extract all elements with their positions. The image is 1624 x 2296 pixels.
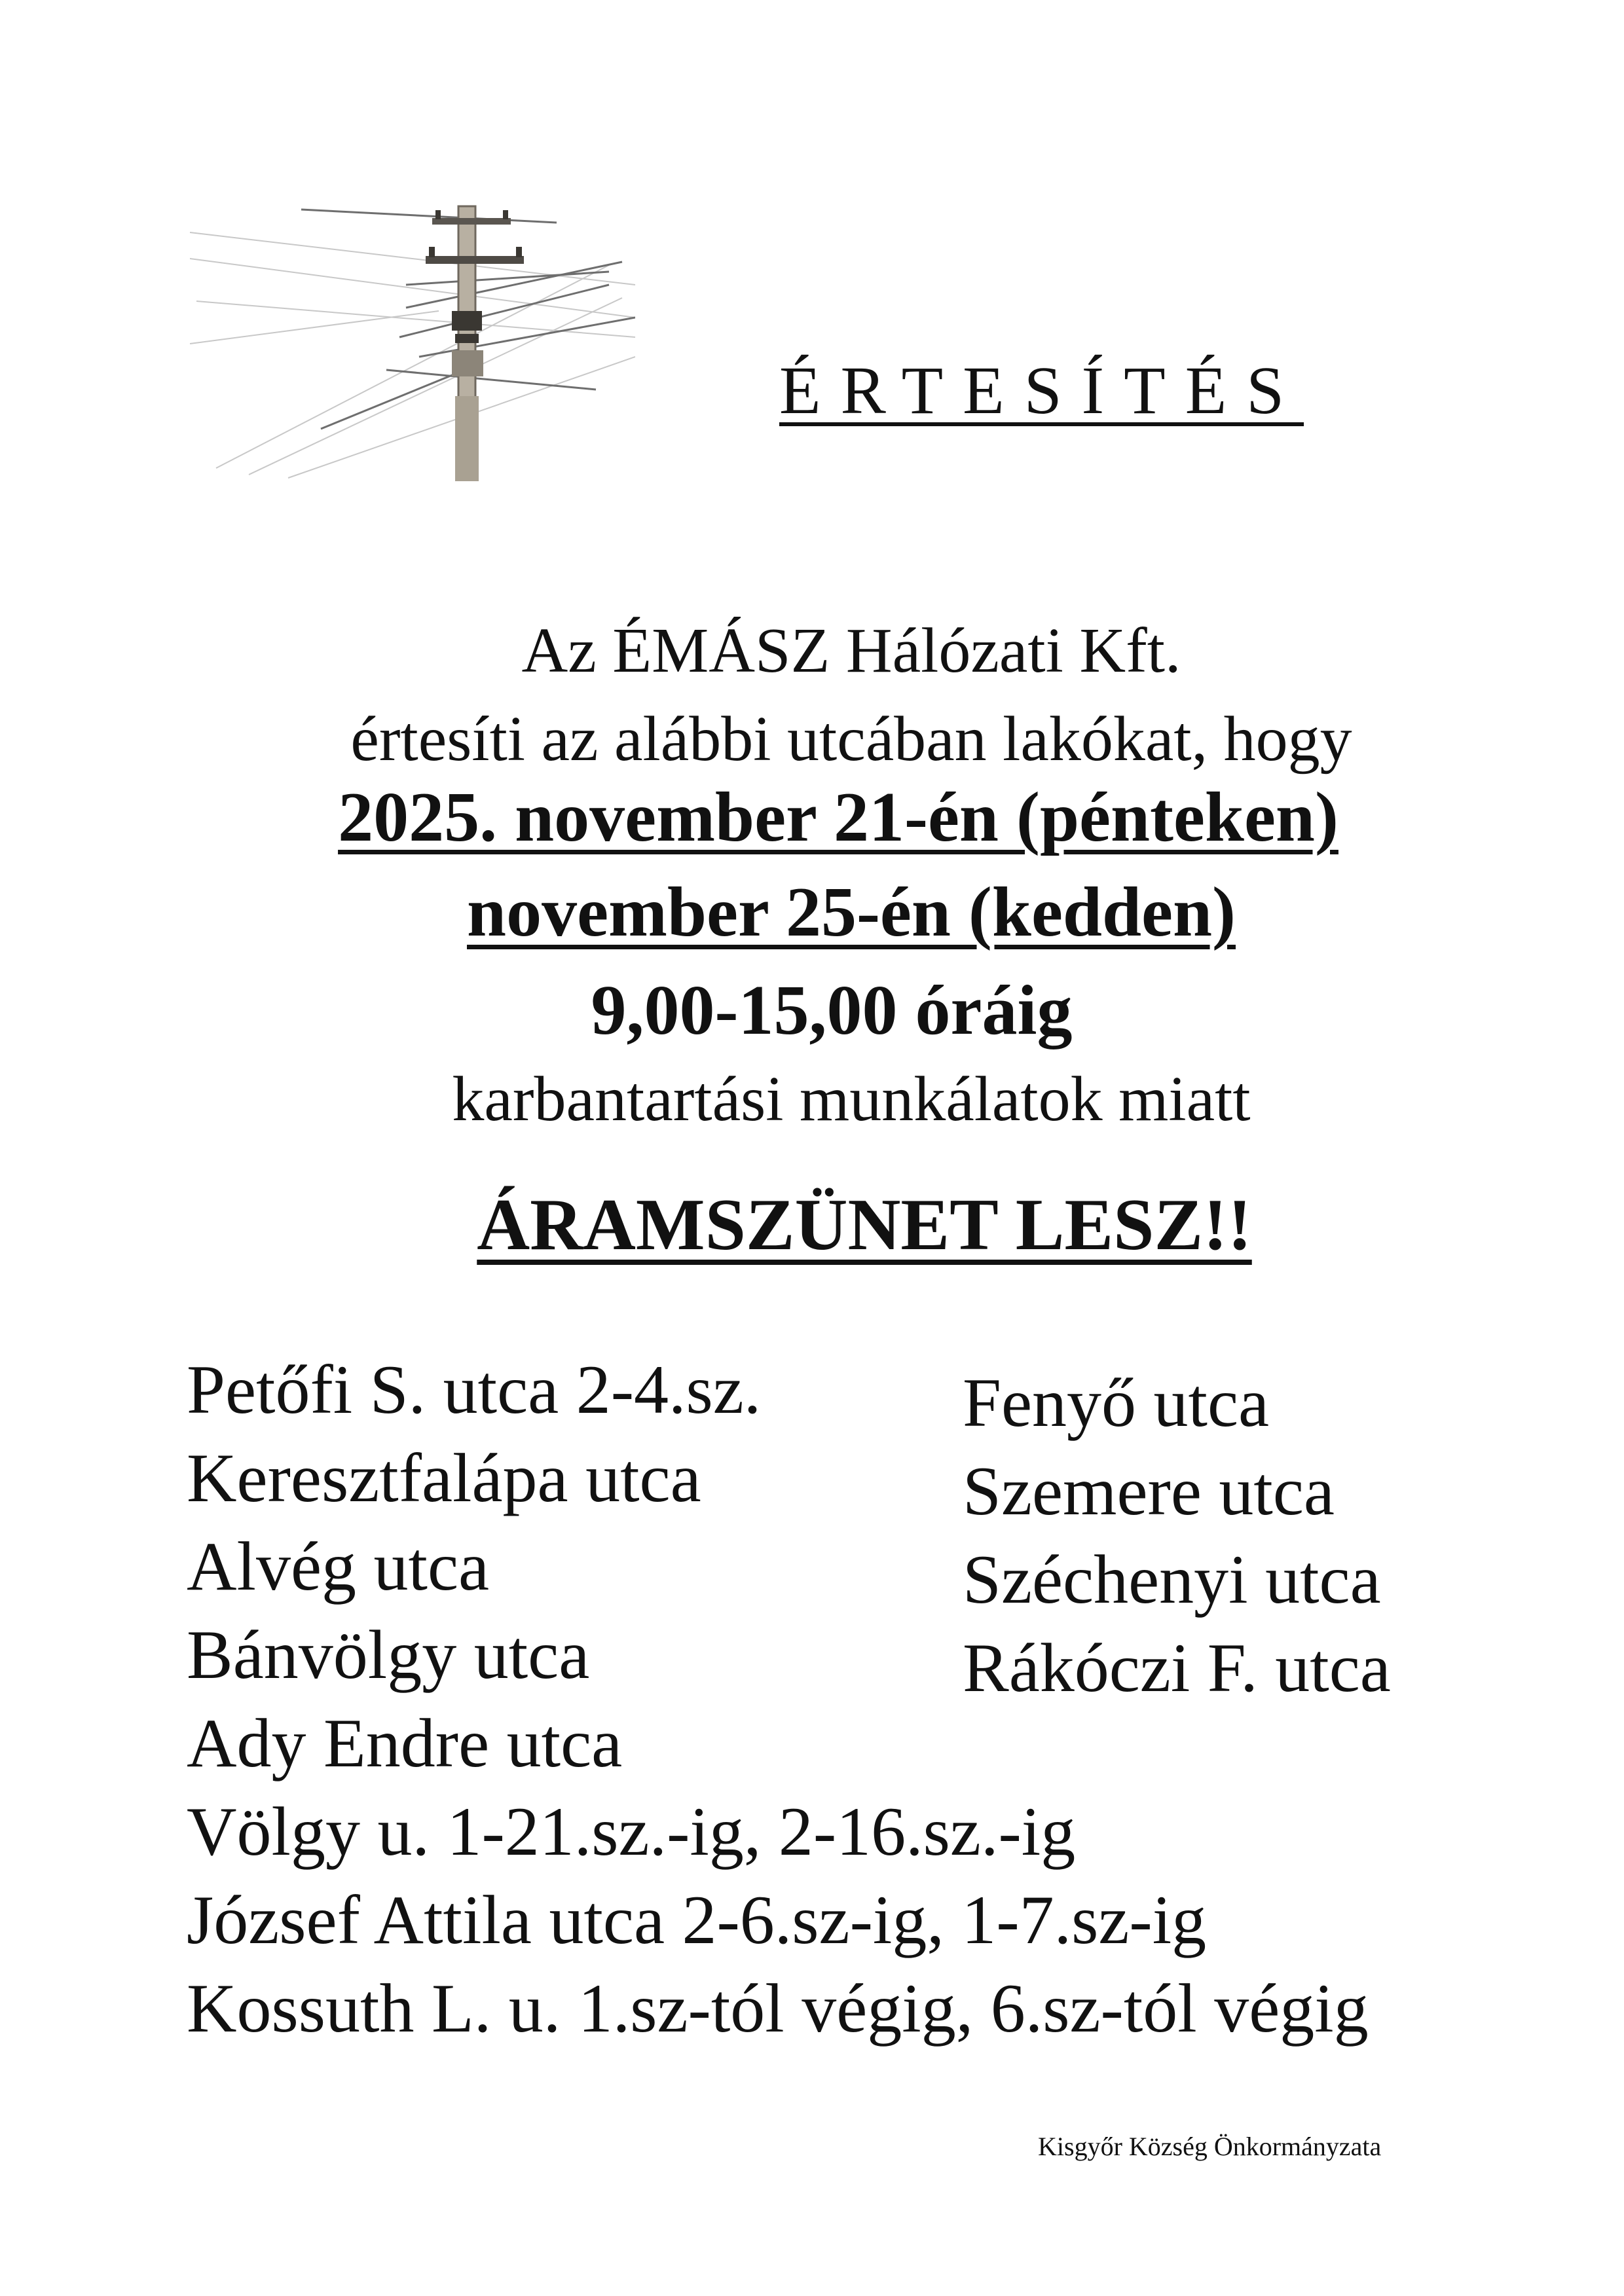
street-item: Széchenyi utca <box>963 1541 1381 1618</box>
outage-reason: karbantartási munkálatok miatt <box>452 1064 1251 1135</box>
street-item: Alvég utca <box>187 1528 490 1605</box>
street-item: Petőfi S. utca 2-4.sz. <box>187 1351 762 1428</box>
street-item: Fenyő utca <box>963 1364 1270 1441</box>
intro-text: értesíti az alábbi utcában lakókat, hogy <box>350 704 1352 774</box>
street-item: Bánvölgy utca <box>187 1616 590 1693</box>
footer-issuer: Kisgyőr Község Önkormányzata <box>1038 2132 1382 2161</box>
outage-warning: ÁRAMSZÜNET LESZ!! <box>477 1184 1252 1266</box>
street-item: Rákóczi F. utca <box>963 1630 1391 1706</box>
street-item: Kossuth L. u. 1.sz-tól végig, 6.sz-tól végig <box>187 1970 1369 2047</box>
intro-company: Az ÉMÁSZ Hálózati Kft. <box>521 615 1181 686</box>
street-item: József Attila utca 2-6.sz-ig, 1-7.sz-ig <box>187 1882 1207 1958</box>
street-item: Keresztfalápa utca <box>187 1440 701 1516</box>
power-pole-icon <box>190 187 635 481</box>
street-item: Szemere utca <box>963 1453 1335 1529</box>
outage-time: 9,00-15,00 óráig <box>591 972 1073 1049</box>
notice-heading: ÉRTESÍTÉS <box>779 353 1304 428</box>
street-item: Ady Endre utca <box>187 1705 623 1781</box>
outage-date-2: november 25-én (kedden) <box>467 873 1236 951</box>
outage-date-1: 2025. november 21-én (pénteken) <box>338 778 1338 856</box>
street-item: Völgy u. 1-21.sz.-ig, 2-16.sz.-ig <box>187 1793 1076 1870</box>
